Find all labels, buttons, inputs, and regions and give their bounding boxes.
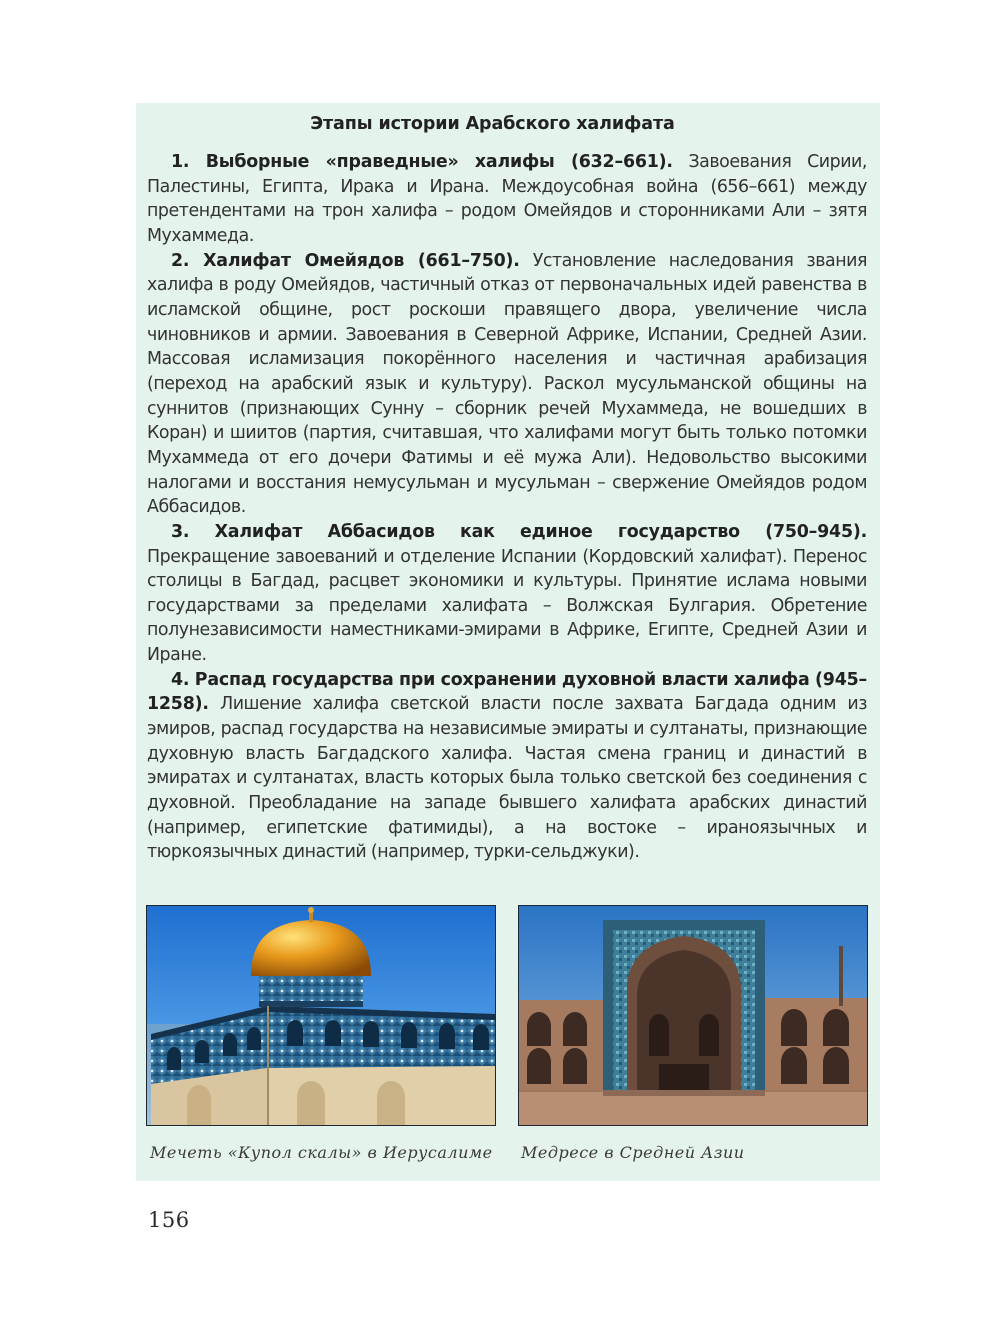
- page-number: 156: [148, 1208, 190, 1232]
- stage-1-heading: 1. Выборные «праведные» халифы (632–661).: [171, 152, 673, 172]
- stage-3: [147, 520, 867, 668]
- stage-3-heading: 3. Халифат Аббасидов как единое государство (750–945).: [171, 521, 867, 542]
- stage-1-text: Завоевания Сирии, Палестины, Египта, Ирака и Ирана. Междоусобная война (656–661) между претендентами на трон халифа – родом Омейядов и сторонниками Али – зятя Мухаммеда.: [147, 152, 867, 246]
- figure-caption: Мечеть «Купол скалы» в Иерусалиме: [150, 1143, 493, 1162]
- stage-1: [147, 150, 867, 249]
- stage-2: [147, 249, 867, 520]
- stage-4-heading: 4. Распад государства при сохранении духовной власти халифа (945–1258).: [147, 669, 867, 715]
- stage-4-text: Лишение халифа светской власти после захвата Багдада одним из эмиров, распад государства на независимые эмираты и султанаты, признающие духовную власть Багдадского халифа. Частая смена границ и династий в эмиратах и султанатах, власть которых была только светской без соединения с духовной. Преобладание на западе бывшего халифата арабских династий (например, египетские фатимиды), а на востоке – ираноязычных и тюркоязычных династий (например, турки-сельджуки).: [147, 694, 867, 863]
- stage-2-text: Установление наследования звания халифа в роду Омейядов, частичный отказ от первоначальных идей равенства в исламской общине, рост роскоши правящего двора, увеличение числа чиновников и армии. Завоевания в Северной Африке, Испании, Средней Азии. Массовая исламизация покорённого населения и частичная арабизация (переход на арабский язык и культуру). Раскол мусульманской общины на суннитов (признающих Сунну – сборник речей Мухаммеда, не вошедших в Коран) и шиитов (партия, считавшая, что халифами могут быть только потомки Мухаммеда от его дочери Фатимы и её мужа Али). Недовольство высокими налогами и восстания немусульман и мусульман – свержение Омейядов родом Аббасидов.: [147, 250, 867, 518]
- stage-2-heading: 2. Халифат Омейядов (661–750).: [171, 250, 520, 271]
- madrasa-photo: [519, 906, 867, 1125]
- stage-4: [147, 668, 867, 865]
- figure-caption: Медресе в Средней Азии: [521, 1143, 745, 1162]
- dome-of-the-rock-photo: [147, 906, 495, 1125]
- stage-3-text: Прекращение завоеваний и отделение Испании (Кордовский халифат). Перенос столицы в Багдад, расцвет экономики и культуры. Принятие ислама новыми государствами за пределами халифата – Волжская Булгария. Обретение полунезависимости наместниками-эмирами в Африке, Египте, Средней Азии и Иране.: [147, 546, 867, 666]
- stages-text: [147, 150, 867, 865]
- box-title: Этапы истории Арабского халифата: [310, 114, 675, 134]
